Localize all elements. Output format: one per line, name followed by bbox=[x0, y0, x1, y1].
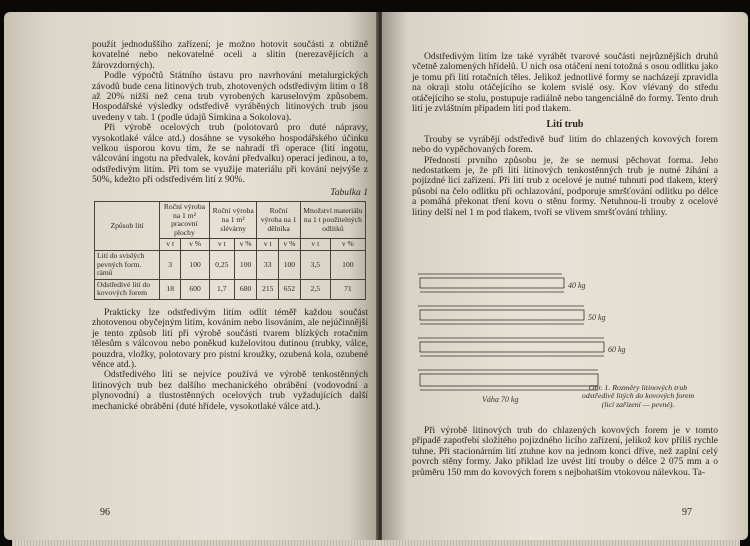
section-title: Lití trub bbox=[546, 119, 584, 131]
right-page-text-bottom bbox=[412, 426, 718, 478]
page-number: 97 bbox=[682, 507, 692, 518]
table-header: Roční výroba na 1 m² slévárny bbox=[209, 202, 257, 239]
table-cell: 100 bbox=[278, 251, 300, 280]
weight-label: 40 kg bbox=[568, 281, 586, 290]
table-row bbox=[95, 279, 366, 299]
table-cell: 652 bbox=[278, 279, 300, 299]
table-cell: 3,5 bbox=[300, 251, 330, 280]
table-cell: 600 bbox=[181, 279, 209, 299]
table-cell: 100 bbox=[330, 251, 365, 280]
table-cell: 1,7 bbox=[209, 279, 234, 299]
table-row bbox=[95, 251, 366, 280]
table-cell: 215 bbox=[257, 279, 279, 299]
table-cell: 18 bbox=[160, 279, 181, 299]
left-page-text bbox=[92, 40, 368, 412]
table-cell: 71 bbox=[330, 279, 365, 299]
table-subheader: v t bbox=[209, 239, 234, 251]
paragraph: Při výrobě litinových trub do chlazených kovových forem je v tomto případě zapotřebí složitého pojízdného licího zařízení, jelikož kov příliš rychle tuhne. Při stacionárním lití ztuhne kov na jednom konci dříve, než zaplní celý povrch stěny formy. Jako příklad lze uvést lití trouby o délce 2 075 mm a o průměru 150 mm do kovových forem s nejbohatším vtokovou nálevkou. Ta- bbox=[412, 425, 718, 478]
right-page-text-top bbox=[412, 52, 718, 218]
pipe-drawing bbox=[420, 278, 564, 288]
right-page bbox=[382, 12, 748, 540]
table-cell: 33 bbox=[257, 251, 279, 280]
pipe-drawing bbox=[420, 310, 584, 320]
table-header: Způsob lití bbox=[95, 202, 160, 251]
open-book bbox=[4, 12, 748, 540]
table-cell: 680 bbox=[234, 279, 257, 299]
weight-label: Váha 70 kg bbox=[482, 395, 519, 404]
table-subheader: v % bbox=[181, 239, 209, 251]
table-header: Roční výroba na 1 dělníka bbox=[257, 202, 300, 239]
paragraph: použít jednoduššího zařízení; je možno hotovit součásti z obtížně kovatelné nebo nekovatelné oceli a slitin (nerezavějících a žárovzdorných). bbox=[92, 39, 368, 71]
paragraph: Při výrobě ocelových trub (polotovarů pro duté nápravy, vysokotlaké válce atd.) dosáhne se vysokého hospodářského účinku velkou úsporou kovu tím, že se nahradí tři operace (lití ingotu, válcování ingotu na předvalek, kování předvalku) operací jedinou, a to, odstředivým litím. Při tom se využije materiálu při kování nejvýše z 50%, kdežto při odstředivém lití z 90%. bbox=[92, 122, 368, 186]
table-subheader: v t bbox=[160, 239, 181, 251]
paragraph: Předností prvního způsobu je, že se nemusí pěchovat forma. Jeho nedostatkem je, že při lití litinových tenkostěnných trub je nutné žíhání a pojízdné licí zařízení. Při lití trub z ocelové je nutné tuhnutí pod tlakem, který působí na čelo odlitku při ochlazování, podporuje smršťování odlitku po délce a pomáhá překonat tření kovu o stěnu formy. Netuhnou-li trouby z ocelové litiny delší nel 1 m pod tlakem, tvoří se vlivem smršťování trhliny. bbox=[412, 154, 718, 218]
pipe-drawing bbox=[420, 374, 598, 386]
left-page bbox=[4, 12, 378, 540]
page-number: 96 bbox=[100, 507, 110, 518]
paragraph: Trouby se vyrábějí odstředivě buď litím do chlazených kovových forem nebo do vypěchovaných forem. bbox=[412, 133, 718, 156]
table-subheader: v % bbox=[234, 239, 257, 251]
paragraph: Prakticky lze odstředivým litím odlít téměř každou součást zhotovenou obyčejným litím, kováním nebo lisováním, ale nejúčinnější je tento způsob lití při výrobě součástí tvarem blízkých rotačním tělesům s válcovou nebo poněkud kuželovitou dutinou (trubky, válce, pouzdra, vložky, polotovary pro pístní kroužky, ozubená kola, ozubené věnce atd.). bbox=[92, 307, 368, 371]
table-cell-method: Lití do svislých pevných form. rámů bbox=[95, 251, 160, 280]
table-cell-method: Odstředivé lití do kovových forem bbox=[95, 279, 160, 299]
table-cell: 2,5 bbox=[300, 279, 330, 299]
data-table bbox=[94, 201, 366, 300]
table-subheader: v % bbox=[330, 239, 365, 251]
paragraph: Podle výpočtů Státního ústavu pro navrhování metalurgických závodů bude cena litinových trub, zhotovených odstředivým litím o 18 až 20% nižší než cena trub vyrobených karuselovým způsobem. Hospodářské výsledky odstředivě vyráběných litinových trub jsou uvedeny v tab. 1 (podle údajů Simkina a Sokolova). bbox=[92, 70, 368, 123]
table-header: Roční výroba na 1 m² pracovní plochy bbox=[160, 202, 210, 239]
paragraph: Odstředivého lití se nejvíce používá ve výrobě tenkostěnných litinových trub bez dalšího mechanického obrábění (vodovodní a plynovodní) a tlustostěnných ocelových trub vyžadujících další mechanické obrábění (duté hřídele, vysokotlaké válce atd.). bbox=[92, 369, 368, 412]
paragraph: Odstředivým litím lze také vyrábět tvarové součásti nejrůznějších druhů včetně zalomených hřídelů. U nich osa otáčení není totožná s osou odlitku jako je tomu při lití rotačních těles. Jelikož jednotlivé formy se nacházejí zpravidla na okraji stolu otáčejícího se kolem svislé osy. Kov vlévaný do středu otáčejícího se stolu, postupuje radiálně nebo tangenciálně do formy. Tento druh lití je zvláštním případem lití pod tlakem. bbox=[412, 51, 718, 115]
table-cell: 100 bbox=[181, 251, 209, 280]
table-cell: 0,25 bbox=[209, 251, 234, 280]
page-edges bbox=[12, 540, 740, 546]
table-subheader: v t bbox=[300, 239, 330, 251]
weight-label: 50 kg bbox=[588, 313, 606, 322]
weight-label: 60 kg bbox=[608, 345, 626, 354]
table-subheader: v % bbox=[278, 239, 300, 251]
pipe-drawing bbox=[420, 342, 604, 352]
table-cell: 3 bbox=[160, 251, 181, 280]
table-subheader: v t bbox=[257, 239, 279, 251]
figure-caption: Obr. 1. Rozměry litinových trub odstředivě litých do kovových forem (licí zařízení — pevné). bbox=[581, 383, 695, 409]
table-header: Množství materiálu na 1 t použitelných odlitků bbox=[300, 202, 365, 239]
table-cell: 100 bbox=[234, 251, 257, 280]
table-label: Tabulka 1 bbox=[330, 186, 368, 198]
